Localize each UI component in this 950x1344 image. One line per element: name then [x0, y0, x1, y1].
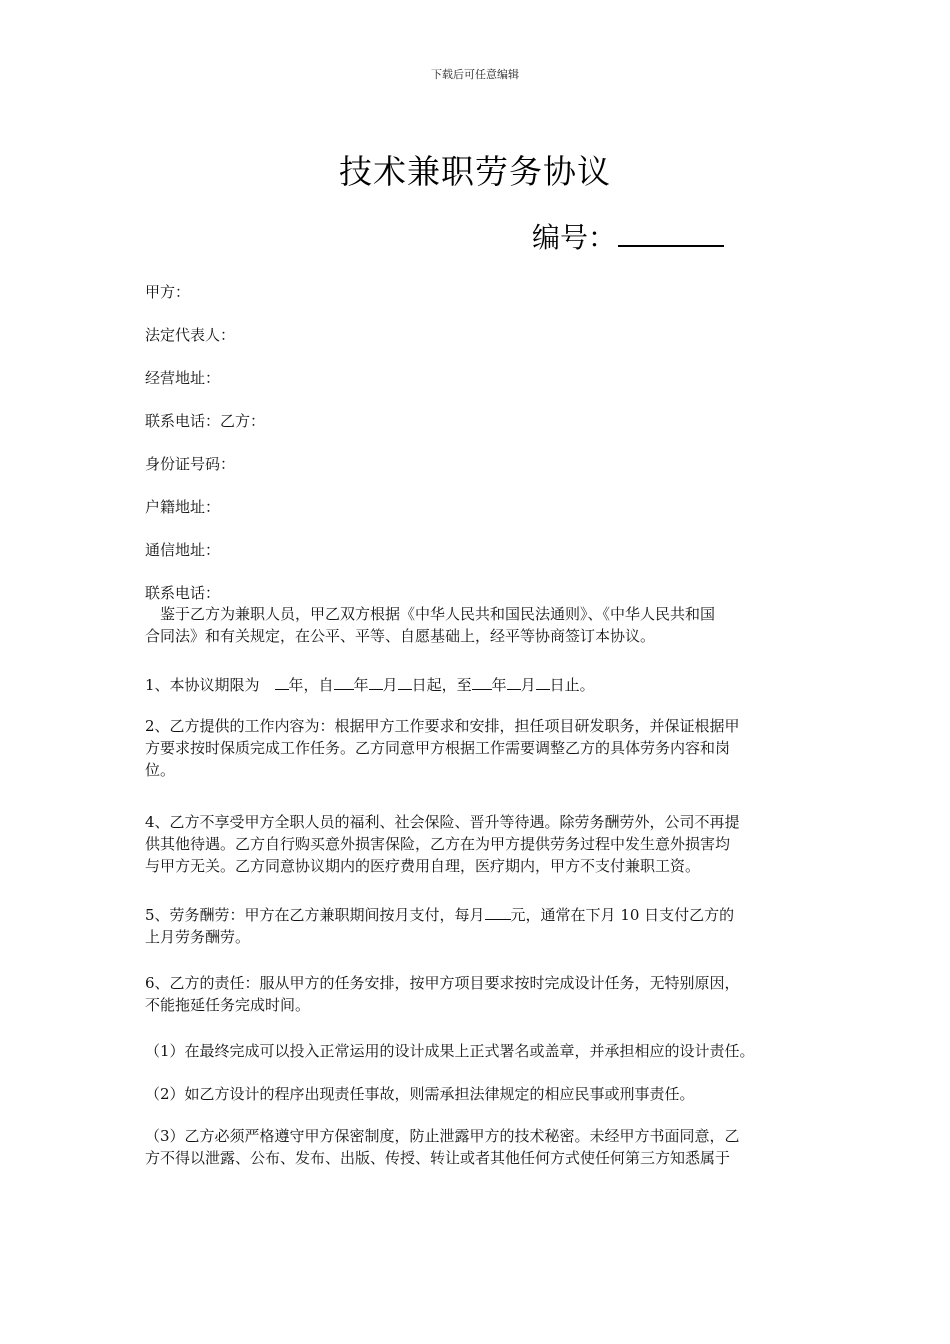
field-party-a: 甲方： [145, 283, 191, 301]
blank-start-year [334, 676, 354, 690]
field-household-address: 户籍地址： [145, 498, 221, 516]
clause-2-line: 2、乙方提供的工作内容为：根据甲方工作要求和安排，担任项目研发职务，并保证根据甲 [145, 717, 740, 735]
clause-5-line: 上月劳务酬劳。 [145, 928, 251, 946]
blank-start-day [398, 676, 412, 690]
clause-5 [145, 904, 805, 948]
field-mailing-address: 通信地址： [145, 541, 221, 559]
clause-1-text: 年，自 [288, 676, 334, 694]
header-note: 下载后可任意编辑 [431, 68, 519, 81]
clause-1 [145, 674, 595, 695]
clause-5-text: 5、劳务酬劳：甲方在乙方兼职期间按月支付，每月 [145, 906, 485, 924]
sub-clause-3-line: （3）乙方必须严格遵守甲方保密制度，防止泄露甲方的技术秘密。未经甲方书面同意，乙 [145, 1127, 740, 1145]
blank-end-month [507, 676, 521, 690]
document-title: 技术兼职劳务协议 [339, 152, 611, 191]
clause-1-text: 年 [353, 676, 369, 694]
clause-1-text: 月 [382, 676, 398, 694]
clause-1-text: 1、本协议期限为 [145, 676, 275, 694]
clause-6-line: 不能拖延任务完成时间。 [145, 996, 311, 1014]
blank-monthly-pay [485, 906, 511, 920]
clause-6-line: 6、乙方的责任：服从甲方的任务安排，按甲方项目要求按时完成设计任务，无特别原因， [145, 974, 740, 992]
blank-end-year [472, 676, 492, 690]
clause-4-line: 4、乙方不享受甲方全职人员的福利、社会保险、晋升等待遇。除劳务酬劳外，公司不再提 [145, 813, 740, 831]
field-contact-phone-b: 联系电话： [145, 584, 221, 602]
clause-1-text: 日止。 [549, 676, 595, 694]
blank-end-day [536, 676, 550, 690]
contract-number-blank [618, 221, 724, 247]
clause-1-text: 月 [520, 676, 536, 694]
contract-number-label: 编号： [532, 221, 617, 254]
clause-2-line: 方要求按时保质完成工作任务。乙方同意甲方根据工作需要调整乙方的具体劳务内容和岗 [145, 739, 731, 757]
blank-start-month [369, 676, 383, 690]
sub-clause-3-line: 方不得以泄露、公布、发布、出版、传授、转让或者其他任何方式使任何第三方知悉属于 [145, 1149, 731, 1167]
clause-4-line: 供其他待遇。乙方自行购买意外损害保险，乙方在为甲方提供劳务过程中发生意外损害均 [145, 835, 731, 853]
clause-6 [145, 972, 805, 1016]
contract-number [532, 216, 724, 256]
intro-line: 鉴于乙方为兼职人员，甲乙双方根据《中华人民共和国民法通则》、《中华人民共和国 [145, 605, 716, 623]
clause-1-text: 日起，至 [411, 676, 472, 694]
intro-paragraph [145, 603, 805, 647]
sub-clause-1: （1）在最终完成可以投入正常运用的设计成果上正式署名或盖章，并承担相应的设计责任。 [145, 1042, 755, 1060]
clause-2-line: 位。 [145, 761, 176, 779]
sub-clause-3 [145, 1125, 805, 1169]
clause-4 [145, 811, 805, 877]
field-business-address: 经营地址： [145, 369, 221, 387]
intro-line: 合同法》和有关规定，在公平、平等、自愿基础上，经平等协商签订本协议。 [145, 627, 656, 645]
clause-5-line [145, 904, 805, 926]
clause-4-line: 与甲方无关。乙方同意协议期内的医疗费用自理，医疗期内，甲方不支付兼职工资。 [145, 857, 701, 875]
blank-years [275, 676, 289, 690]
clause-1-text: 年 [491, 676, 507, 694]
sub-clause-2: （2）如乙方设计的程序出现责任事故，则需承担法律规定的相应民事或刑事责任。 [145, 1085, 695, 1103]
field-legal-rep: 法定代表人： [145, 326, 236, 344]
field-contact-phone-a: 联系电话：乙方： [145, 412, 266, 430]
field-id-number: 身份证号码： [145, 455, 236, 473]
clause-5-text: 元，通常在下月 10 日支付乙方的 [510, 906, 735, 924]
clause-2 [145, 715, 805, 781]
